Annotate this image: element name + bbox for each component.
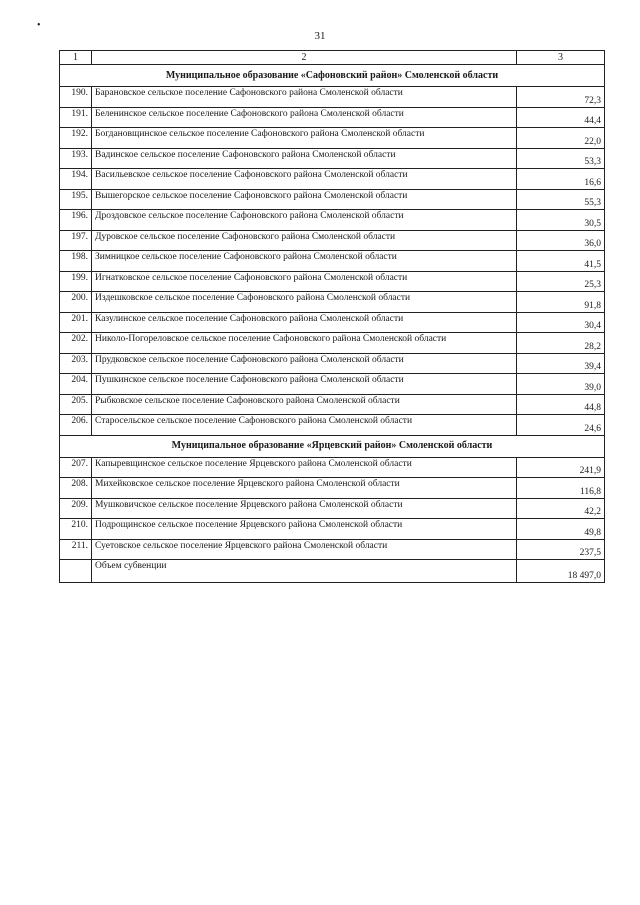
subvention-value: 44,4: [517, 107, 605, 128]
header-col-3: 3: [517, 51, 605, 65]
row-number: 199.: [60, 271, 92, 292]
row-number: 205.: [60, 394, 92, 415]
subvention-value: 39,0: [517, 374, 605, 395]
total-row: [60, 560, 605, 583]
settlement-name: Прудковское сельское поселение Сафоновского района Смоленской области: [92, 353, 517, 374]
subvention-value: 91,8: [517, 292, 605, 313]
total-label: Объем субвенции: [92, 560, 517, 583]
settlement-name: Зимницкое сельское поселение Сафоновского района Смоленской области: [92, 251, 517, 272]
speck-mark: •: [37, 20, 41, 31]
section-header-row: [60, 65, 605, 87]
section-title: Муниципальное образование «Ярцевский район» Смоленской области: [60, 435, 605, 457]
table-row: [60, 415, 605, 436]
table-row: [60, 519, 605, 540]
row-number: 196.: [60, 210, 92, 231]
settlement-name: Игнатковское сельское поселение Сафоновского района Смоленской области: [92, 271, 517, 292]
total-value: 18 497,0: [517, 560, 605, 583]
row-number: 211.: [60, 539, 92, 560]
subvention-value: 49,8: [517, 519, 605, 540]
settlement-name: Суетовское сельское поселение Ярцевского района Смоленской области: [92, 539, 517, 560]
total-empty-cell: [60, 560, 92, 583]
table-row: [60, 333, 605, 354]
row-number: 203.: [60, 353, 92, 374]
settlement-name: Казулинское сельское поселение Сафоновского района Смоленской области: [92, 312, 517, 333]
subvention-value: 30,4: [517, 312, 605, 333]
table-row: [60, 498, 605, 519]
subvention-value: 36,0: [517, 230, 605, 251]
subvention-value: 25,3: [517, 271, 605, 292]
settlement-name: Богдановщинское сельское поселение Сафоновского района Смоленской области: [92, 128, 517, 149]
subvention-value: 16,6: [517, 169, 605, 190]
subvention-value: 44,8: [517, 394, 605, 415]
section-header-row: [60, 435, 605, 457]
subvention-value: 41,5: [517, 251, 605, 272]
table-row: [60, 87, 605, 108]
row-number: 194.: [60, 169, 92, 190]
table-row: [60, 107, 605, 128]
subvention-value: 237,5: [517, 539, 605, 560]
row-number: 197.: [60, 230, 92, 251]
settlement-name: Михейковское сельское поселение Ярцевского района Смоленской области: [92, 478, 517, 499]
row-number: 195.: [60, 189, 92, 210]
table-row: [60, 189, 605, 210]
table-row: [60, 539, 605, 560]
page-number: 31: [314, 30, 326, 42]
subvention-value: 42,2: [517, 498, 605, 519]
subvention-table: [59, 50, 605, 583]
settlement-name: Рыбковское сельское поселение Сафоновского района Смоленской области: [92, 394, 517, 415]
subvention-value: 28,2: [517, 333, 605, 354]
subvention-value: 30,5: [517, 210, 605, 231]
settlement-name: Подрощинское сельское поселение Ярцевского района Смоленской области: [92, 519, 517, 540]
table-row: [60, 271, 605, 292]
row-number: 200.: [60, 292, 92, 313]
table-row: [60, 394, 605, 415]
settlement-name: Николо-Погореловское сельское поселение Сафоновского района Смоленской области: [92, 333, 517, 354]
settlement-name: Дуровское сельское поселение Сафоновского района Смоленской области: [92, 230, 517, 251]
settlement-name: Дроздовское сельское поселение Сафоновского района Смоленской области: [92, 210, 517, 231]
settlement-name: Старосельское сельское поселение Сафоновского района Смоленской области: [92, 415, 517, 436]
row-number: 207.: [60, 457, 92, 478]
table-header-row: [60, 51, 605, 65]
subvention-value: 116,8: [517, 478, 605, 499]
section-title: Муниципальное образование «Сафоновский район» Смоленской области: [60, 65, 605, 87]
row-number: 191.: [60, 107, 92, 128]
row-number: 202.: [60, 333, 92, 354]
row-number: 209.: [60, 498, 92, 519]
settlement-name: Пушкинское сельское поселение Сафоновского района Смоленской области: [92, 374, 517, 395]
settlement-name: Капыревщинское сельское поселение Ярцевского района Смоленской области: [92, 457, 517, 478]
subvention-value: 241,9: [517, 457, 605, 478]
subvention-value: 55,3: [517, 189, 605, 210]
subvention-value: 72,3: [517, 87, 605, 108]
settlement-name: Вышегорское сельское поселение Сафоновского района Смоленской области: [92, 189, 517, 210]
row-number: 206.: [60, 415, 92, 436]
table-row: [60, 251, 605, 272]
settlement-name: Беленинское сельское поселение Сафоновского района Смоленской области: [92, 107, 517, 128]
subvention-value: 24,6: [517, 415, 605, 436]
table-row: [60, 478, 605, 499]
settlement-name: Издешковское сельское поселение Сафоновского района Смоленской области: [92, 292, 517, 313]
table-row: [60, 210, 605, 231]
row-number: 201.: [60, 312, 92, 333]
row-number: 193.: [60, 148, 92, 169]
subvention-value: 39,4: [517, 353, 605, 374]
settlement-name: Мушковичское сельское поселение Ярцевского района Смоленской области: [92, 498, 517, 519]
row-number: 204.: [60, 374, 92, 395]
table-row: [60, 374, 605, 395]
table-row: [60, 128, 605, 149]
settlement-name: Вадинское сельское поселение Сафоновского района Смоленской области: [92, 148, 517, 169]
row-number: 192.: [60, 128, 92, 149]
row-number: 198.: [60, 251, 92, 272]
table-row: [60, 457, 605, 478]
table-row: [60, 169, 605, 190]
settlement-name: Васильевское сельское поселение Сафоновского района Смоленской области: [92, 169, 517, 190]
subvention-value: 53,3: [517, 148, 605, 169]
header-col-2: 2: [92, 51, 517, 65]
table-row: [60, 292, 605, 313]
row-number: 210.: [60, 519, 92, 540]
table-row: [60, 353, 605, 374]
table-row: [60, 312, 605, 333]
table-row: [60, 230, 605, 251]
settlement-name: Барановское сельское поселение Сафоновского района Смоленской области: [92, 87, 517, 108]
subvention-value: 22,0: [517, 128, 605, 149]
row-number: 190.: [60, 87, 92, 108]
header-col-1: 1: [60, 51, 92, 65]
table-row: [60, 148, 605, 169]
row-number: 208.: [60, 478, 92, 499]
